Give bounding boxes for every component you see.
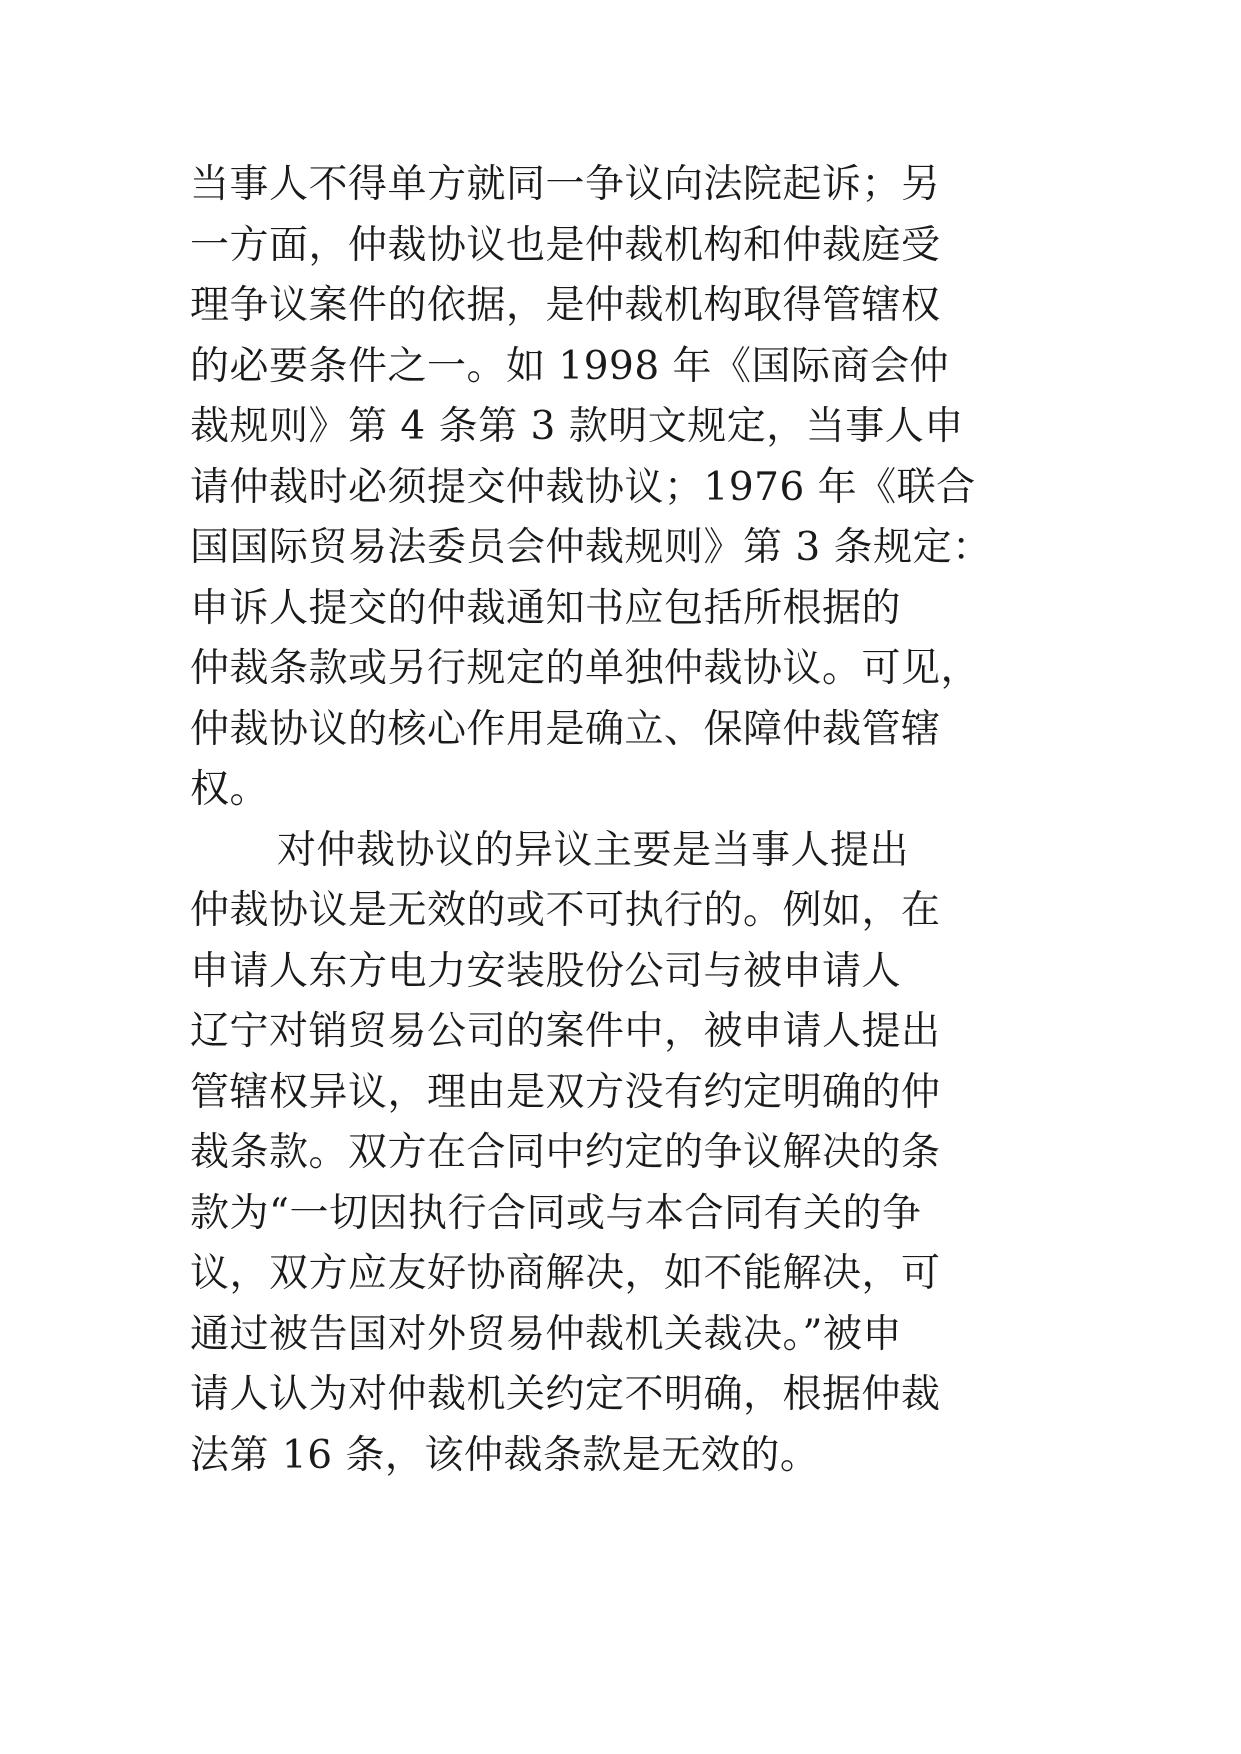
- paragraph-line: 仲裁条款或另行规定的单独仲裁协议。可见，: [190, 646, 981, 691]
- paragraph-first-line: 对仲裁协议的异议主要是当事人提出: [277, 827, 910, 873]
- paragraph-line: 仲裁协议的核心作用是确立、保障仲裁管辖: [190, 706, 941, 752]
- paragraph-line: 议，双方应友好协商解决，如不能解决，可: [190, 1251, 941, 1296]
- paragraph-line: 裁条款。双方在合同中约定的争议解决的条: [190, 1130, 941, 1175]
- paragraph-line: 法第 16 条，该仲裁条款是无效的。: [190, 1432, 820, 1478]
- paragraph-line: 裁规则》第 4 条第 3 款明文规定，当事人申: [190, 404, 964, 449]
- paragraph-line: 款为“一切因执行合同或与本合同有关的争: [190, 1190, 922, 1236]
- paragraph-line: 国国际贸易法委员会仲裁规则》第 3 条规定：: [190, 525, 992, 570]
- paragraph-line: 的必要条件之一。如 1998 年《国际商会仲: [190, 343, 950, 389]
- paragraph-line: 权。: [190, 767, 270, 812]
- paragraph-line: 仲裁协议是无效的或不可执行的。例如，在: [190, 888, 941, 933]
- paragraph-line: 辽宁对销贸易公司的案件中，被申请人提出: [190, 1009, 941, 1054]
- paragraph-line: 理争议案件的依据，是仲裁机构取得管辖权: [190, 283, 941, 328]
- paragraph-line: 通过被告国对外贸易仲裁机关裁决。”被申: [190, 1311, 902, 1357]
- paragraph-line: 当事人不得单方就同一争议向法院起诉；另: [190, 162, 941, 207]
- paragraph-1: [190, 155, 1050, 821]
- paragraph-line: 申请人东方电力安装股份公司与被申请人: [190, 948, 902, 994]
- paragraph-line: 请仲裁时必须提交仲裁协议；1976 年《联合: [190, 464, 976, 510]
- paragraph-line: 管辖权异议，理由是双方没有约定明确的仲: [190, 1069, 941, 1115]
- body-text: [190, 155, 1050, 1486]
- paragraph-2: [190, 821, 1050, 1487]
- paragraph-line: 申诉人提交的仲裁通知书应包括所根据的: [190, 585, 902, 631]
- paragraph-line: 一方面，仲裁协议也是仲裁机构和仲裁庭受: [190, 222, 941, 268]
- paragraph-line: 请人认为对仲裁机关约定不明确，根据仲裁: [190, 1372, 941, 1417]
